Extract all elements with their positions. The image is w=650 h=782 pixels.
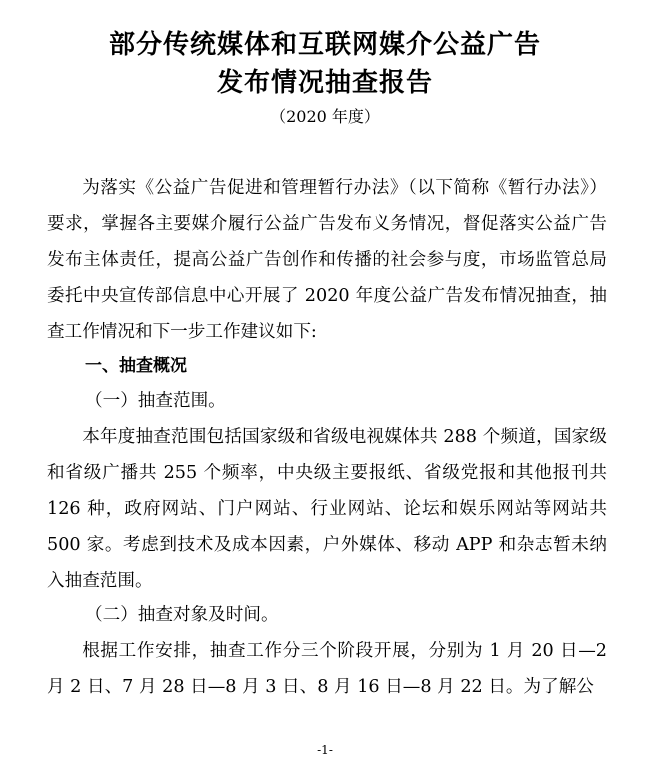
intro-paragraph: 为落实《公益广告促进和管理暂行办法》（以下简称《暂行办法》）要求，掌握各主要媒介履行公益广告发布义务情况，督促落实公益广告发布主体责任，提高公益广告创作和传播的社会参与度，市场监管总局委托中央宣传部信息中心开展了 2020 年度公益广告发布情况抽查，抽查工作情况和下一步工作建议如下: bbox=[47, 178, 607, 342]
section-heading-1: 一、抽查概况 bbox=[85, 356, 187, 376]
document-title-line1: 部分传统媒体和互联网媒介公益广告 bbox=[108, 30, 541, 60]
document-subtitle: （2020 年度） bbox=[270, 107, 380, 126]
subsection-heading-1: （一）抽查范围。 bbox=[85, 391, 226, 411]
subsection-2-paragraph: 根据工作安排，抽查工作分三个阶段开展，分别为 1 月 20 日—2 月 2 日、7 月 28 日—8 月 3 日、8 月 16 日—8 月 22 日。为了解公 bbox=[47, 641, 607, 697]
subsection-heading-2: （二）抽查对象及时间。 bbox=[85, 605, 279, 625]
page-number: -1- bbox=[317, 743, 333, 757]
document-title-line2: 发布情况抽查报告 bbox=[216, 68, 433, 98]
subsection-1-paragraph: 本年度抽查范围包括国家级和省级电视媒体共 288 个频道，国家级和省级广播共 255 个频率，中央级主要报纸、省级党报和其他报刊共 126 种，政府网站、门户网站、行业网站、论坛和娱乐网站等网站共 500 家。考虑到技术及成本因素，户外媒体、移动 APP 和杂志暂未纳入抽查范围。 bbox=[47, 427, 607, 591]
